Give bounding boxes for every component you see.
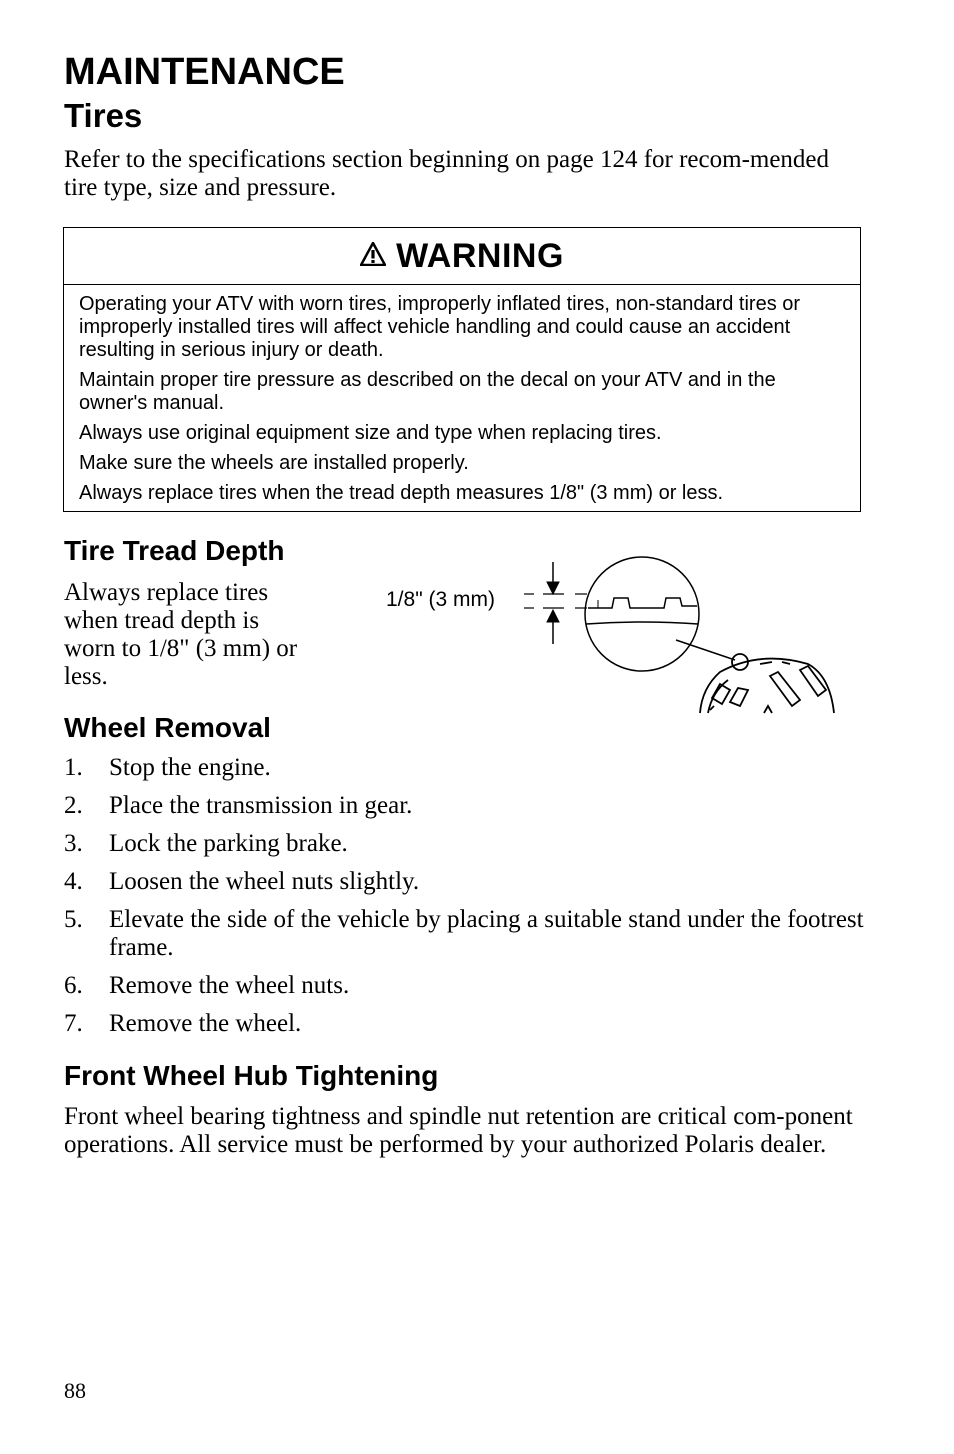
list-item (64, 1010, 874, 1038)
step-number: 6. (64, 972, 83, 999)
step-text: Remove the wheel. (109, 1010, 302, 1037)
tread-depth-text: Always replace tires when tread depth is worn to 1/8" (3 mm) or less. (64, 579, 298, 690)
tire-illustration (700, 654, 834, 713)
wheel-removal-steps (64, 754, 874, 1048)
step-number: 5. (64, 906, 83, 933)
warning-paragraph: Maintain proper tire pressure as described on the decal on your ATV and in the owner's manual. (79, 369, 776, 414)
step-number: 3. (64, 830, 83, 857)
step-number: 2. (64, 792, 83, 819)
step-text: Loosen the wheel nuts slightly. (109, 868, 420, 895)
list-item (64, 868, 874, 896)
warning-paragraph: Always use original equipment size and type when replacing tires. (79, 422, 662, 444)
magnified-tread-detail (585, 557, 735, 671)
step-number: 4. (64, 868, 83, 895)
wheel-removal-heading: Wheel Removal (64, 712, 271, 743)
list-item (64, 792, 874, 820)
warning-body (64, 285, 860, 505)
warning-title: WARNING (396, 236, 564, 275)
list-item (64, 906, 874, 962)
list-item (64, 754, 874, 782)
warning-paragraph: Make sure the wheels are installed properly. (79, 452, 469, 474)
tread-depth-figure-label: 1/8" (3 mm) (386, 588, 495, 611)
step-number: 7. (64, 1010, 83, 1037)
step-text: Lock the parking brake. (109, 830, 348, 857)
page-number: 88 (64, 1378, 86, 1403)
intro-paragraph: Refer to the specifications section beginning on page 124 for recom-mended tire type, size and pressure. (64, 146, 830, 201)
step-text: Remove the wheel nuts. (109, 972, 350, 999)
warning-header (64, 228, 860, 285)
measurement-arrows (547, 562, 559, 644)
tread-depth-heading: Tire Tread Depth (64, 535, 285, 566)
warning-paragraph: Always replace tires when the tread depth measures 1/8" (3 mm) or less. (79, 482, 724, 504)
step-text: Stop the engine. (109, 754, 271, 781)
section-title: MAINTENANCE (64, 51, 345, 93)
warning-box (63, 227, 861, 512)
step-text: Place the transmission in gear. (109, 792, 413, 819)
tread-depth-illustration (380, 555, 850, 715)
step-text: Elevate the side of the vehicle by placing a suitable stand under the footrest frame. (109, 906, 864, 961)
subsection-title: Tires (64, 97, 143, 134)
hub-tightening-text: Front wheel bearing tightness and spindle nut retention are critical com-ponent operations. All service must be performed by your authorized Polaris dealer. (64, 1103, 853, 1158)
step-number: 1. (64, 754, 83, 781)
warning-paragraph: Operating your ATV with worn tires, improperly inflated tires, non-standard tires or improperly installed tires will affect vehicle handling and could cause an accident resulting in serious injury or death. (79, 293, 801, 361)
hub-tightening-heading: Front Wheel Hub Tightening (64, 1060, 439, 1091)
warning-triangle-icon (360, 242, 386, 271)
dimension-lines (524, 594, 587, 608)
list-item (64, 972, 874, 1000)
list-item (64, 830, 874, 858)
